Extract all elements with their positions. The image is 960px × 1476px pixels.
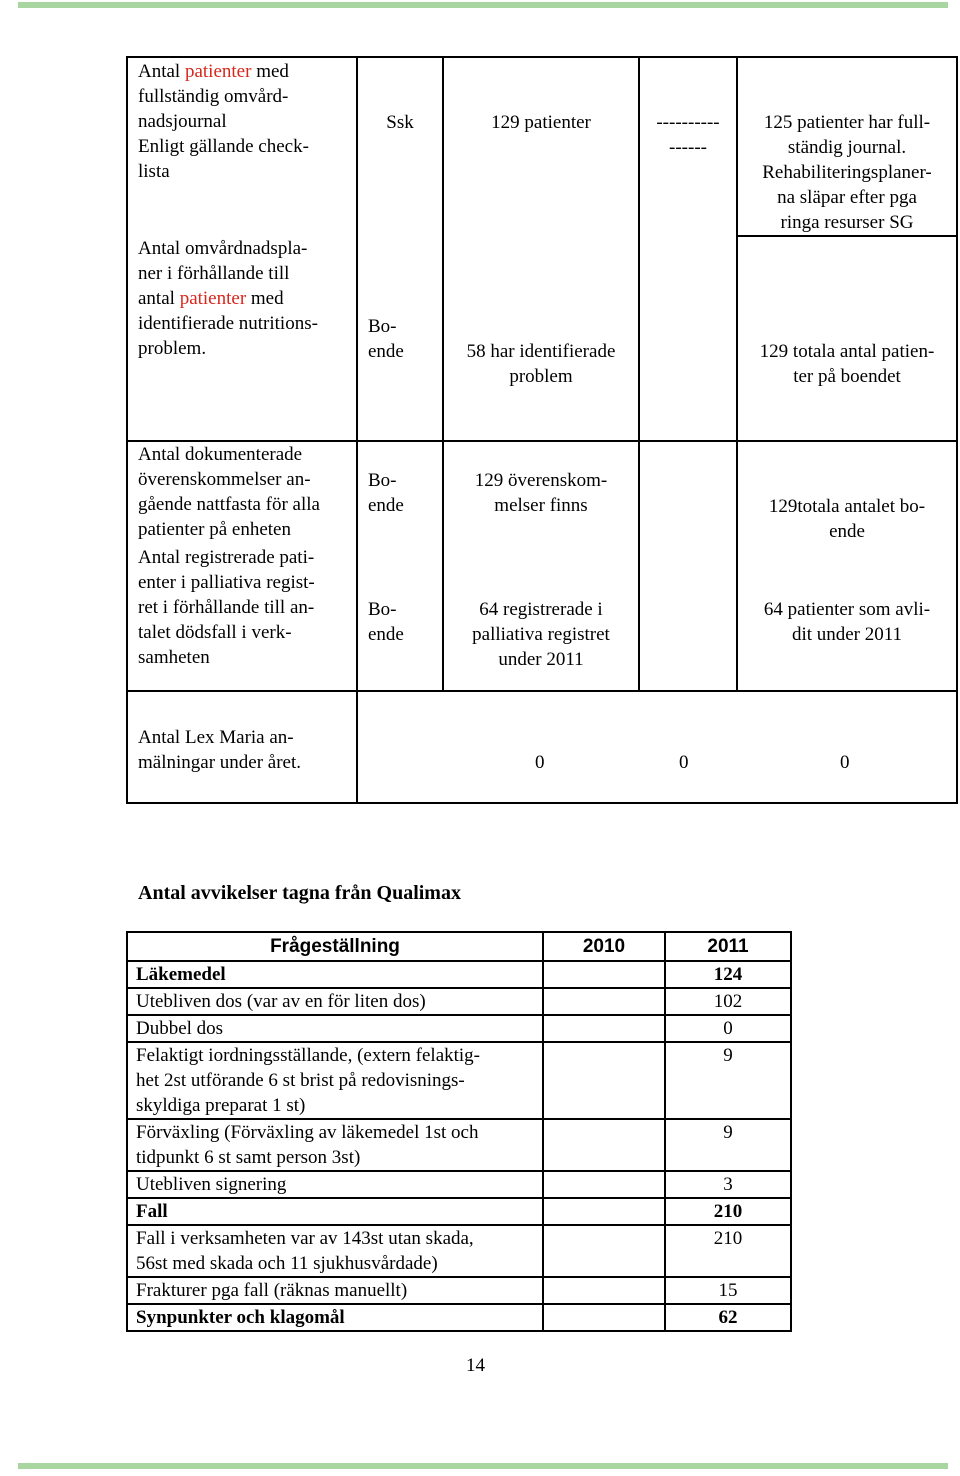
quality-measures-table [126,56,958,804]
header-2010: 2010 [543,932,665,961]
row3-label: Antal Lex Maria an- mälningar under året. [138,727,302,773]
row2-unit-a: Bo- ende [368,470,404,516]
row-value-2010 [543,1015,665,1042]
row1-split-line [736,235,958,237]
row-label: Fall [127,1198,543,1225]
row2-label-b: Antal registrerade pati- enter i palliativa regist- ret i förhållande till an- talet dödsfall i verk- samheten [138,547,315,668]
row-label: Synpunkter och klagomål [127,1304,543,1331]
row-label: Läkemedel [127,961,543,988]
row-value-2010 [543,1198,665,1225]
row1-value-a: 129 patienter [491,112,591,133]
row-value-2011: 62 [665,1304,791,1331]
row1-unit-a: Ssk [386,112,414,133]
column-divider-1 [356,56,358,804]
row-value-2010 [543,1042,665,1119]
row-value-2010 [543,1277,665,1304]
row-value-2011: 3 [665,1171,791,1198]
row-label: Förväxling (Förväxling av läkemedel 1st och tidpunkt 6 st samt person 3st) [127,1119,543,1171]
row2-comment-a: 129totala antalet bo- ende [768,496,926,542]
table-header-row [127,932,791,961]
row-value-2011: 102 [665,988,791,1015]
table-row [127,1042,791,1119]
table-row [127,1015,791,1042]
row-value-2010 [543,961,665,988]
row1-value-2010: ---------- ------ [656,112,720,158]
header-2011: 2011 [665,932,791,961]
row-label: Felaktigt iordningsställande, (extern felaktig- het 2st utförande 6 st brist på redovisnings- skyldiga preparat 1 st) [127,1042,543,1119]
bottom-decorative-rule [18,1463,948,1469]
row3-value-3: 0 [840,752,850,773]
row-divider-2 [126,690,958,692]
row1-value-b: 58 har identifierade problem [466,341,616,387]
qualimax-deviations-table [126,931,792,1332]
row-value-2010 [543,1304,665,1331]
row-value-2010 [543,1171,665,1198]
row2-label-a: Antal dokumenterade överenskommelser an- gående nattfasta för alla patienter på enheten [138,444,320,540]
row3-value-2: 0 [679,752,689,773]
row1-comment-a: 125 patienter har full- ständig journal. Rehabiliteringsplaner- na släpar efter pga ringa resurser SG [762,112,932,233]
row-value-2010 [543,1225,665,1277]
row1-comment-b: 129 totala antal patien- ter på boendet [759,341,935,387]
row-value-2011: 210 [665,1225,791,1277]
table-row [127,1198,791,1225]
row-value-2011: 15 [665,1277,791,1304]
qualimax-heading: Antal avvikelser tagna från Qualimax [138,882,461,904]
row1-unit-b: Bo- ende [368,316,404,362]
top-decorative-rule [18,2,948,8]
row2-value-b: 64 registrerade i palliativa registret under 2011 [472,599,610,670]
table-row [127,961,791,988]
row-value-2010 [543,988,665,1015]
row-value-2011: 9 [665,1119,791,1171]
table-row [127,988,791,1015]
table-row [127,1277,791,1304]
row-value-2011: 210 [665,1198,791,1225]
row3-value-1: 0 [535,752,545,773]
table-row [127,1119,791,1171]
header-question: Frågeställning [127,932,543,961]
table-row [127,1304,791,1331]
row2-value-a: 129 överenskom- melser finns [474,470,608,516]
row1-label-b: Antal omvårdnadspla- ner i förhållande till antal patienter med identifierade nutritions- problem. [138,238,318,359]
row-label: Dubbel dos [127,1015,543,1042]
row1-label-a: Antal patienter med fullständig omvård- nadsjournal Enligt gällande check- lista [138,61,309,182]
row-value-2011: 0 [665,1015,791,1042]
table-border-top [126,56,958,58]
row-label: Frakturer pga fall (räknas manuellt) [127,1277,543,1304]
row-value-2011: 9 [665,1042,791,1119]
table-row [127,1225,791,1277]
row2-unit-b: Bo- ende [368,599,404,645]
row2-comment-b: 64 patienter som avli- dit under 2011 [763,599,931,645]
row-label: Utebliven signering [127,1171,543,1198]
table-row [127,1171,791,1198]
table-border-right [956,56,958,804]
row-value-2011: 124 [665,961,791,988]
page-number: 14 [466,1355,485,1376]
table-border-left [126,56,128,804]
row-label: Fall i verksamheten var av 143st utan skada, 56st med skada och 11 sjukhusvårdade) [127,1225,543,1277]
table-border-bottom [126,802,958,804]
row-label: Utebliven dos (var av en för liten dos) [127,988,543,1015]
row-value-2010 [543,1119,665,1171]
